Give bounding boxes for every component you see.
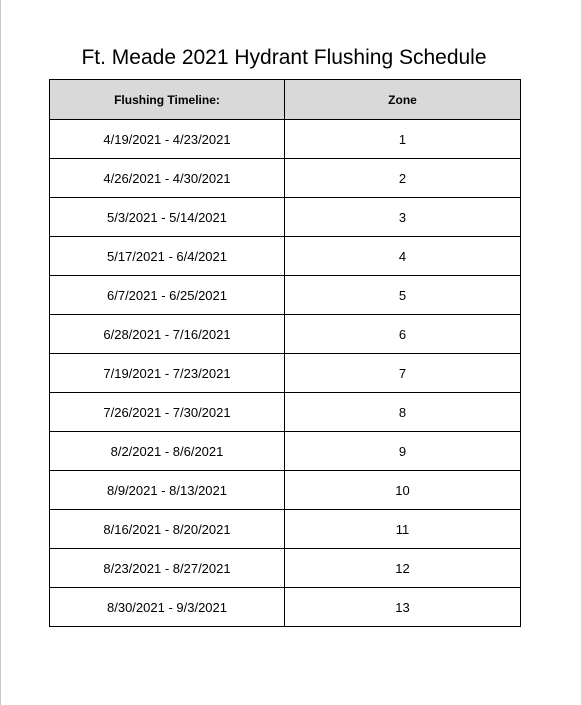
timeline-cell: 4/19/2021 - 4/23/2021: [50, 120, 285, 159]
table-row: [50, 237, 521, 276]
table-row: [50, 588, 521, 627]
timeline-cell: 4/26/2021 - 4/30/2021: [50, 159, 285, 198]
zone-cell: 13: [285, 588, 521, 627]
timeline-cell: 8/9/2021 - 8/13/2021: [50, 471, 285, 510]
timeline-cell: 8/2/2021 - 8/6/2021: [50, 432, 285, 471]
zone-cell: 8: [285, 393, 521, 432]
table-row: [50, 549, 521, 588]
timeline-cell: 8/16/2021 - 8/20/2021: [50, 510, 285, 549]
zone-cell: 10: [285, 471, 521, 510]
zone-cell: 5: [285, 276, 521, 315]
zone-cell: 11: [285, 510, 521, 549]
timeline-cell: 7/19/2021 - 7/23/2021: [50, 354, 285, 393]
header-zone: Zone: [285, 80, 521, 120]
timeline-cell: 8/23/2021 - 8/27/2021: [50, 549, 285, 588]
timeline-cell: 7/26/2021 - 7/30/2021: [50, 393, 285, 432]
timeline-cell: 8/30/2021 - 9/3/2021: [50, 588, 285, 627]
flushing-schedule-table: [49, 79, 521, 627]
table-row: [50, 432, 521, 471]
table-row: [50, 354, 521, 393]
table-row: [50, 315, 521, 354]
table-row: [50, 393, 521, 432]
zone-cell: 3: [285, 198, 521, 237]
timeline-cell: 6/7/2021 - 6/25/2021: [50, 276, 285, 315]
timeline-cell: 5/3/2021 - 5/14/2021: [50, 198, 285, 237]
header-flushing-timeline: Flushing Timeline:: [50, 80, 285, 120]
table-header-row: [50, 80, 521, 120]
table-row: [50, 198, 521, 237]
zone-cell: 1: [285, 120, 521, 159]
timeline-cell: 5/17/2021 - 6/4/2021: [50, 237, 285, 276]
table-row: [50, 276, 521, 315]
zone-cell: 12: [285, 549, 521, 588]
table-row: [50, 471, 521, 510]
zone-cell: 9: [285, 432, 521, 471]
timeline-cell: 6/28/2021 - 7/16/2021: [50, 315, 285, 354]
zone-cell: 7: [285, 354, 521, 393]
table-row: [50, 510, 521, 549]
table-row: [50, 120, 521, 159]
document-title: Ft. Meade 2021 Hydrant Flushing Schedule: [81, 46, 487, 69]
zone-cell: 6: [285, 315, 521, 354]
page-edge-left: [0, 0, 1, 705]
zone-cell: 2: [285, 159, 521, 198]
table-row: [50, 159, 521, 198]
zone-cell: 4: [285, 237, 521, 276]
